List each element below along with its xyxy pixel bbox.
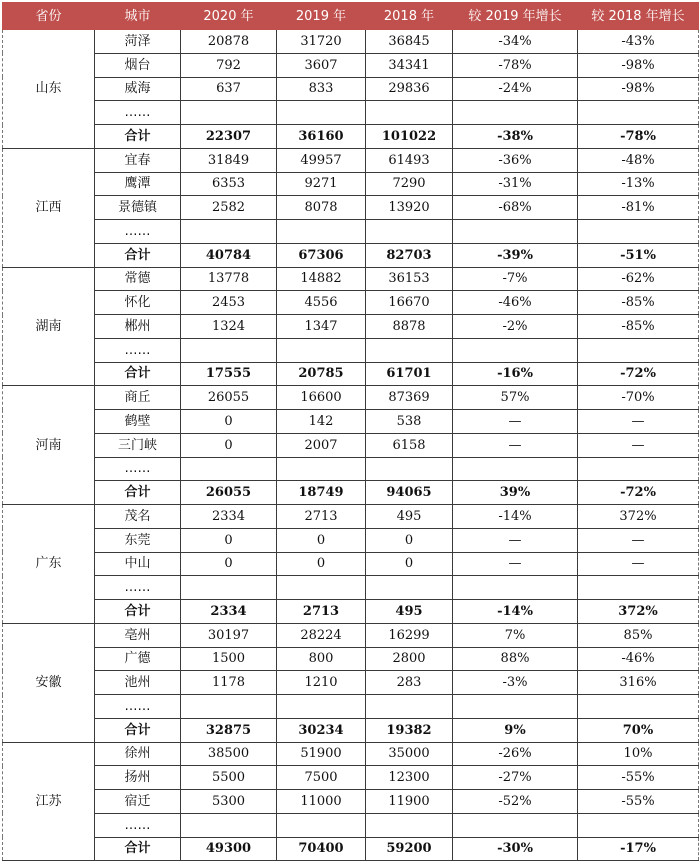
growth-vs-2018-cell: -43% <box>578 30 699 54</box>
table-row <box>3 623 699 647</box>
table-row <box>3 291 699 315</box>
growth-vs-2019-cell: -38% <box>453 125 578 149</box>
province-cell: 山东 <box>3 30 95 149</box>
growth-vs-2019-cell: -27% <box>453 766 578 790</box>
growth-vs-2018-cell: -78% <box>578 125 699 149</box>
growth-vs-2019-cell: 9% <box>453 718 578 742</box>
table-row <box>3 101 699 125</box>
growth-vs-2018-cell <box>578 101 699 125</box>
value-2019-cell: 9271 <box>277 172 366 196</box>
value-2019-cell: 11000 <box>277 790 366 814</box>
city-cell: …… <box>95 101 181 125</box>
value-2020-cell <box>181 457 277 481</box>
growth-vs-2018-cell: 372% <box>578 505 699 529</box>
value-2018-cell: 16299 <box>366 623 453 647</box>
total-row <box>3 362 699 386</box>
value-2018-cell: 6158 <box>366 433 453 457</box>
value-2018-cell: 82703 <box>366 243 453 267</box>
value-2019-cell: 4556 <box>277 291 366 315</box>
value-2019-cell: 2007 <box>277 433 366 457</box>
value-2020-cell: 0 <box>181 552 277 576</box>
growth-vs-2018-cell <box>578 576 699 600</box>
city-cell: 合计 <box>95 243 181 267</box>
value-2020-cell: 26055 <box>181 386 277 410</box>
growth-vs-2018-cell <box>578 695 699 719</box>
city-cell: 合计 <box>95 125 181 149</box>
city-cell: 郴州 <box>95 315 181 339</box>
value-2019-cell: 8078 <box>277 196 366 220</box>
value-2019-cell: 1210 <box>277 671 366 695</box>
value-2018-cell: 495 <box>366 600 453 624</box>
growth-vs-2018-cell: — <box>578 552 699 576</box>
value-2018-cell <box>366 695 453 719</box>
value-2018-cell <box>366 338 453 362</box>
value-2018-cell: 8878 <box>366 315 453 339</box>
growth-vs-2019-cell: -30% <box>453 837 578 861</box>
city-cell: 广德 <box>95 647 181 671</box>
value-2018-cell: 12300 <box>366 766 453 790</box>
value-2019-cell <box>277 695 366 719</box>
growth-vs-2018-cell: -62% <box>578 267 699 291</box>
value-2019-cell: 49957 <box>277 148 366 172</box>
total-row <box>3 718 699 742</box>
value-2019-cell <box>277 457 366 481</box>
total-row <box>3 243 699 267</box>
value-2020-cell <box>181 101 277 125</box>
value-2018-cell: 29836 <box>366 77 453 101</box>
growth-vs-2018-cell: 372% <box>578 600 699 624</box>
table-row <box>3 196 699 220</box>
growth-vs-2018-cell: -85% <box>578 315 699 339</box>
growth-vs-2018-cell: -51% <box>578 243 699 267</box>
growth-vs-2018-cell <box>578 220 699 244</box>
city-cell: …… <box>95 220 181 244</box>
city-cell: 扬州 <box>95 766 181 790</box>
table-row <box>3 53 699 77</box>
growth-vs-2019-cell: 88% <box>453 647 578 671</box>
value-2020-cell: 2334 <box>181 505 277 529</box>
value-2019-cell: 70400 <box>277 837 366 861</box>
growth-vs-2019-cell: -52% <box>453 790 578 814</box>
growth-vs-2019-cell: -78% <box>453 53 578 77</box>
growth-vs-2018-cell: -17% <box>578 837 699 861</box>
value-2018-cell: 61493 <box>366 148 453 172</box>
total-row <box>3 600 699 624</box>
value-2020-cell: 2453 <box>181 291 277 315</box>
growth-vs-2019-cell: -36% <box>453 148 578 172</box>
growth-vs-2019-cell: -34% <box>453 30 578 54</box>
value-2018-cell: 283 <box>366 671 453 695</box>
city-cell: 合计 <box>95 362 181 386</box>
value-2018-cell <box>366 457 453 481</box>
growth-vs-2019-cell <box>453 338 578 362</box>
growth-vs-2018-cell: 10% <box>578 742 699 766</box>
value-2019-cell: 67306 <box>277 243 366 267</box>
value-2020-cell: 1178 <box>181 671 277 695</box>
value-2020-cell <box>181 338 277 362</box>
table-row <box>3 576 699 600</box>
growth-vs-2019-cell: — <box>453 528 578 552</box>
total-row <box>3 481 699 505</box>
growth-vs-2019-cell <box>453 695 578 719</box>
value-2018-cell: 94065 <box>366 481 453 505</box>
table-row <box>3 172 699 196</box>
value-2020-cell: 6353 <box>181 172 277 196</box>
province-cell: 广东 <box>3 505 95 624</box>
table-row <box>3 647 699 671</box>
growth-vs-2018-cell: -48% <box>578 148 699 172</box>
total-row <box>3 125 699 149</box>
value-2018-cell: 61701 <box>366 362 453 386</box>
value-2019-cell: 0 <box>277 528 366 552</box>
growth-vs-2018-cell: 316% <box>578 671 699 695</box>
growth-vs-2019-cell: -31% <box>453 172 578 196</box>
growth-vs-2019-cell: — <box>453 410 578 434</box>
value-2019-cell: 833 <box>277 77 366 101</box>
value-2018-cell <box>366 813 453 837</box>
value-2018-cell: 101022 <box>366 125 453 149</box>
city-cell: …… <box>95 338 181 362</box>
province-cell: 江西 <box>3 148 95 267</box>
growth-vs-2019-cell: -3% <box>453 671 578 695</box>
header-city: 城市 <box>95 3 181 30</box>
growth-vs-2019-cell: -68% <box>453 196 578 220</box>
value-2020-cell: 1500 <box>181 647 277 671</box>
growth-vs-2019-cell: -14% <box>453 505 578 529</box>
table-header <box>3 3 699 30</box>
value-2018-cell: 538 <box>366 410 453 434</box>
city-cell: 常德 <box>95 267 181 291</box>
table-row <box>3 671 699 695</box>
value-2019-cell: 0 <box>277 552 366 576</box>
growth-vs-2019-cell: 57% <box>453 386 578 410</box>
growth-vs-2018-cell: -46% <box>578 647 699 671</box>
value-2018-cell: 59200 <box>366 837 453 861</box>
value-2019-cell: 36160 <box>277 125 366 149</box>
value-2020-cell: 31849 <box>181 148 277 172</box>
growth-vs-2019-cell: -24% <box>453 77 578 101</box>
value-2020-cell: 5300 <box>181 790 277 814</box>
growth-vs-2019-cell <box>453 813 578 837</box>
value-2020-cell: 40784 <box>181 243 277 267</box>
growth-vs-2018-cell: — <box>578 410 699 434</box>
header-province: 省份 <box>3 3 95 30</box>
value-2018-cell: 36845 <box>366 30 453 54</box>
table-row <box>3 148 699 172</box>
value-2019-cell <box>277 220 366 244</box>
value-2018-cell: 7290 <box>366 172 453 196</box>
growth-vs-2019-cell: -2% <box>453 315 578 339</box>
city-cell: …… <box>95 813 181 837</box>
growth-vs-2018-cell: 85% <box>578 623 699 647</box>
growth-vs-2019-cell <box>453 220 578 244</box>
value-2019-cell: 14882 <box>277 267 366 291</box>
value-2019-cell <box>277 813 366 837</box>
growth-vs-2019-cell: -26% <box>453 742 578 766</box>
table-row <box>3 813 699 837</box>
value-2020-cell: 30197 <box>181 623 277 647</box>
value-2020-cell: 22307 <box>181 125 277 149</box>
city-cell: 宜春 <box>95 148 181 172</box>
value-2020-cell: 5500 <box>181 766 277 790</box>
table-row <box>3 742 699 766</box>
value-2019-cell: 7500 <box>277 766 366 790</box>
growth-vs-2018-cell: -55% <box>578 766 699 790</box>
city-cell: 景德镇 <box>95 196 181 220</box>
city-cell: 合计 <box>95 600 181 624</box>
table-row <box>3 315 699 339</box>
city-cell: 茂名 <box>95 505 181 529</box>
city-cell: 三门峡 <box>95 433 181 457</box>
table-row <box>3 77 699 101</box>
header-growth-vs-2018: 较 2018 年增长 <box>578 3 699 30</box>
value-2020-cell <box>181 220 277 244</box>
city-cell: …… <box>95 695 181 719</box>
city-cell: 合计 <box>95 481 181 505</box>
value-2020-cell: 49300 <box>181 837 277 861</box>
table-row <box>3 790 699 814</box>
growth-vs-2018-cell: — <box>578 528 699 552</box>
city-cell: 怀化 <box>95 291 181 315</box>
total-row <box>3 837 699 861</box>
table-row <box>3 552 699 576</box>
value-2020-cell: 637 <box>181 77 277 101</box>
value-2019-cell: 16600 <box>277 386 366 410</box>
value-2020-cell: 2582 <box>181 196 277 220</box>
value-2019-cell: 28224 <box>277 623 366 647</box>
value-2020-cell: 0 <box>181 433 277 457</box>
value-2018-cell: 87369 <box>366 386 453 410</box>
value-2020-cell <box>181 695 277 719</box>
value-2019-cell: 800 <box>277 647 366 671</box>
value-2020-cell: 0 <box>181 410 277 434</box>
growth-vs-2019-cell <box>453 457 578 481</box>
growth-vs-2019-cell: — <box>453 552 578 576</box>
value-2018-cell <box>366 576 453 600</box>
growth-vs-2018-cell: -98% <box>578 77 699 101</box>
growth-vs-2018-cell <box>578 457 699 481</box>
value-2019-cell <box>277 576 366 600</box>
growth-vs-2019-cell <box>453 576 578 600</box>
value-2020-cell: 0 <box>181 528 277 552</box>
growth-vs-2018-cell: -81% <box>578 196 699 220</box>
growth-vs-2018-cell: -72% <box>578 481 699 505</box>
table-row <box>3 30 699 54</box>
table-row <box>3 220 699 244</box>
value-2018-cell: 11900 <box>366 790 453 814</box>
value-2018-cell: 2800 <box>366 647 453 671</box>
value-2018-cell: 0 <box>366 528 453 552</box>
value-2018-cell <box>366 220 453 244</box>
table-row <box>3 386 699 410</box>
table-row <box>3 766 699 790</box>
header-2019: 2019 年 <box>277 3 366 30</box>
value-2020-cell: 17555 <box>181 362 277 386</box>
city-cell: 鹤壁 <box>95 410 181 434</box>
growth-vs-2019-cell: -14% <box>453 600 578 624</box>
value-2018-cell: 16670 <box>366 291 453 315</box>
growth-vs-2018-cell <box>578 338 699 362</box>
growth-vs-2018-cell <box>578 813 699 837</box>
city-cell: …… <box>95 576 181 600</box>
value-2019-cell: 142 <box>277 410 366 434</box>
table-row <box>3 267 699 291</box>
value-2018-cell: 19382 <box>366 718 453 742</box>
city-cell: 威海 <box>95 77 181 101</box>
growth-vs-2018-cell: -70% <box>578 386 699 410</box>
city-cell: 亳州 <box>95 623 181 647</box>
value-2019-cell <box>277 101 366 125</box>
value-2019-cell <box>277 338 366 362</box>
header-row <box>3 3 699 30</box>
city-cell: 商丘 <box>95 386 181 410</box>
value-2019-cell: 2713 <box>277 600 366 624</box>
value-2018-cell: 0 <box>366 552 453 576</box>
city-cell: 鹰潭 <box>95 172 181 196</box>
value-2019-cell: 30234 <box>277 718 366 742</box>
value-2020-cell: 1324 <box>181 315 277 339</box>
value-2019-cell: 2713 <box>277 505 366 529</box>
value-2020-cell: 38500 <box>181 742 277 766</box>
growth-vs-2019-cell: -16% <box>453 362 578 386</box>
value-2020-cell <box>181 576 277 600</box>
value-2018-cell: 36153 <box>366 267 453 291</box>
city-cell: …… <box>95 457 181 481</box>
city-cell: 烟台 <box>95 53 181 77</box>
value-2018-cell: 495 <box>366 505 453 529</box>
header-growth-vs-2019: 较 2019 年增长 <box>453 3 578 30</box>
city-cell: 菏泽 <box>95 30 181 54</box>
value-2019-cell: 18749 <box>277 481 366 505</box>
value-2020-cell: 792 <box>181 53 277 77</box>
value-2019-cell: 1347 <box>277 315 366 339</box>
data-table <box>2 2 699 861</box>
table-row <box>3 338 699 362</box>
value-2020-cell: 32875 <box>181 718 277 742</box>
header-2020: 2020 年 <box>181 3 277 30</box>
value-2020-cell <box>181 813 277 837</box>
value-2020-cell: 26055 <box>181 481 277 505</box>
table-row <box>3 505 699 529</box>
province-cell: 湖南 <box>3 267 95 386</box>
value-2019-cell: 31720 <box>277 30 366 54</box>
value-2019-cell: 20785 <box>277 362 366 386</box>
growth-vs-2018-cell: 70% <box>578 718 699 742</box>
growth-vs-2019-cell: — <box>453 433 578 457</box>
city-cell: 合计 <box>95 718 181 742</box>
value-2020-cell: 20878 <box>181 30 277 54</box>
value-2018-cell: 13920 <box>366 196 453 220</box>
city-cell: 合计 <box>95 837 181 861</box>
value-2019-cell: 51900 <box>277 742 366 766</box>
city-cell: 徐州 <box>95 742 181 766</box>
value-2018-cell <box>366 101 453 125</box>
growth-vs-2019-cell: 7% <box>453 623 578 647</box>
province-cell: 安徽 <box>3 623 95 742</box>
growth-vs-2018-cell: — <box>578 433 699 457</box>
table-row <box>3 457 699 481</box>
growth-vs-2019-cell: 39% <box>453 481 578 505</box>
growth-vs-2018-cell: -85% <box>578 291 699 315</box>
table-row <box>3 528 699 552</box>
table-body <box>3 30 699 861</box>
growth-vs-2018-cell: -13% <box>578 172 699 196</box>
value-2020-cell: 2334 <box>181 600 277 624</box>
city-cell: 池州 <box>95 671 181 695</box>
value-2018-cell: 34341 <box>366 53 453 77</box>
growth-vs-2018-cell: -55% <box>578 790 699 814</box>
header-2018: 2018 年 <box>366 3 453 30</box>
table-row <box>3 410 699 434</box>
growth-vs-2019-cell: -46% <box>453 291 578 315</box>
city-cell: 中山 <box>95 552 181 576</box>
value-2018-cell: 35000 <box>366 742 453 766</box>
table-row <box>3 695 699 719</box>
table-row <box>3 433 699 457</box>
city-cell: 宿迁 <box>95 790 181 814</box>
value-2020-cell: 13778 <box>181 267 277 291</box>
growth-vs-2019-cell: -39% <box>453 243 578 267</box>
growth-vs-2018-cell: -98% <box>578 53 699 77</box>
growth-vs-2019-cell <box>453 101 578 125</box>
value-2019-cell: 3607 <box>277 53 366 77</box>
growth-vs-2019-cell: -7% <box>453 267 578 291</box>
growth-vs-2018-cell: -72% <box>578 362 699 386</box>
city-cell: 东莞 <box>95 528 181 552</box>
province-cell: 江苏 <box>3 742 95 861</box>
province-cell: 河南 <box>3 386 95 505</box>
